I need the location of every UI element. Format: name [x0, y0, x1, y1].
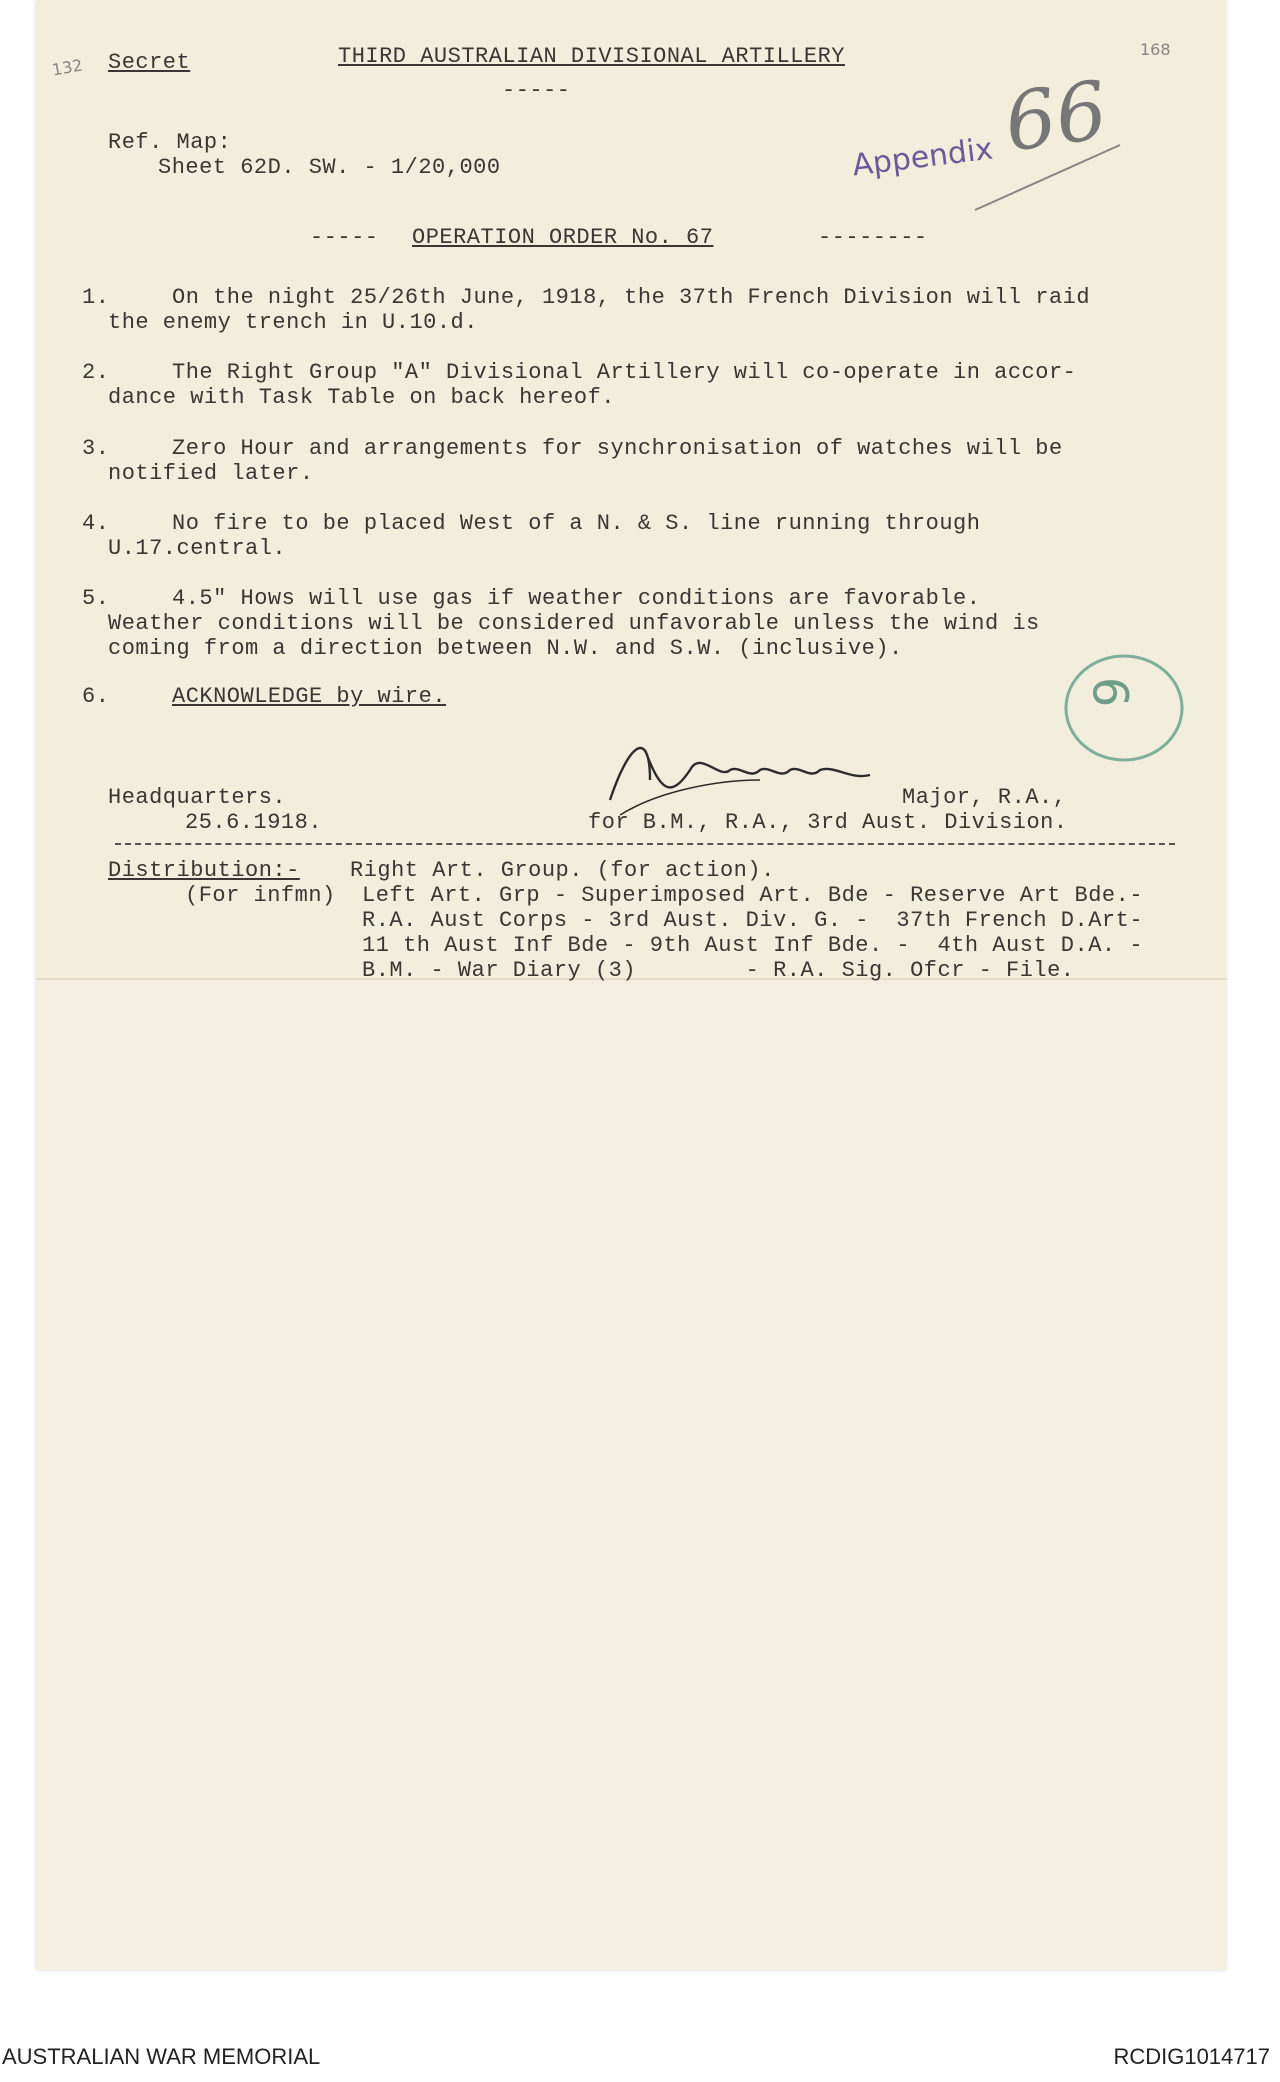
document-title: THIRD AUSTRALIAN DIVISIONAL ARTILLERY	[338, 44, 845, 69]
paragraph-number: 5.	[82, 586, 110, 611]
signatory-role: for B.M., R.A., 3rd Aust. Division.	[588, 810, 1068, 835]
order-title-dashes-right: --------	[818, 225, 928, 250]
stamp-number: 6	[1081, 676, 1138, 708]
paragraph-number: 1.	[82, 285, 110, 310]
headquarters-label: Headquarters.	[108, 785, 287, 810]
paragraph-text: coming from a direction between N.W. and S.W. (inclusive).	[108, 636, 903, 661]
paragraph-text: dance with Task Table on back hereof.	[108, 385, 615, 410]
paragraph-text: The Right Group "A" Divisional Artillery will co-operate in accor-	[172, 360, 1077, 385]
paragraph-text: No fire to be placed West of a N. & S. line running through	[172, 511, 981, 536]
paragraph-number: 6.	[82, 684, 110, 709]
signatory-rank: Major, R.A.,	[902, 785, 1067, 810]
paragraph-text: On the night 25/26th June, 1918, the 37th French Division will raid	[172, 285, 1091, 310]
paragraph-text: U.17.central.	[108, 536, 287, 561]
order-date: 25.6.1918.	[185, 810, 323, 835]
ref-map-label: Ref. Map:	[108, 130, 232, 155]
footer-record-id: RCDIG1014717	[1113, 2044, 1270, 2069]
distribution-infmn-label: (For infmn)	[185, 883, 336, 908]
ref-map-sheet: Sheet 62D. SW. - 1/20,000	[158, 155, 501, 180]
paragraph-text: ACKNOWLEDGE by wire.	[172, 684, 447, 709]
secret-marking: Secret	[108, 50, 191, 75]
operation-order-title: OPERATION ORDER No. 67	[412, 225, 714, 250]
order-title-dashes-left: -----	[310, 225, 379, 250]
distribution-label: Distribution:-	[108, 858, 300, 883]
paragraph-text: Zero Hour and arrangements for synchronisation of watches will be	[172, 436, 1063, 461]
separator-line	[115, 843, 1175, 845]
page-number: 168	[1140, 40, 1171, 59]
pencil-folio: 132	[50, 55, 84, 80]
appendix-stamp: Appendix	[850, 131, 995, 184]
footer-institution: AUSTRALIAN WAR MEMORIAL	[2, 2044, 321, 2069]
distribution-line: R.A. Aust Corps - 3rd Aust. Div. G. - 37th French D.Art-	[362, 908, 1144, 933]
paragraph-text: the enemy trench in U.10.d.	[108, 310, 478, 335]
paragraph-number: 3.	[82, 436, 110, 461]
appendix-number: 66	[999, 63, 1113, 170]
appendix-pencil-stroke	[970, 130, 1130, 220]
paragraph-text: notified later.	[108, 461, 314, 486]
paragraph-number: 4.	[82, 511, 110, 536]
paragraph-text: 4.5" Hows will use gas if weather conditions are favorable.	[172, 586, 981, 611]
title-rule: -----	[502, 78, 571, 103]
distribution-line: B.M. - War Diary (3) - R.A. Sig. Ofcr - File.	[362, 958, 1075, 983]
stamp-circle	[1058, 648, 1190, 768]
paragraph-text: Weather conditions will be considered unfavorable unless the wind is	[108, 611, 1040, 636]
distribution-line: 11 th Aust Inf Bde - 9th Aust Inf Bde. - 4th Aust D.A. -	[362, 933, 1144, 958]
distribution-line: Left Art. Grp - Superimposed Art. Bde - Reserve Art Bde.-	[362, 883, 1144, 908]
paragraph-number: 2.	[82, 360, 110, 385]
distribution-action: Right Art. Group. (for action).	[350, 858, 775, 883]
